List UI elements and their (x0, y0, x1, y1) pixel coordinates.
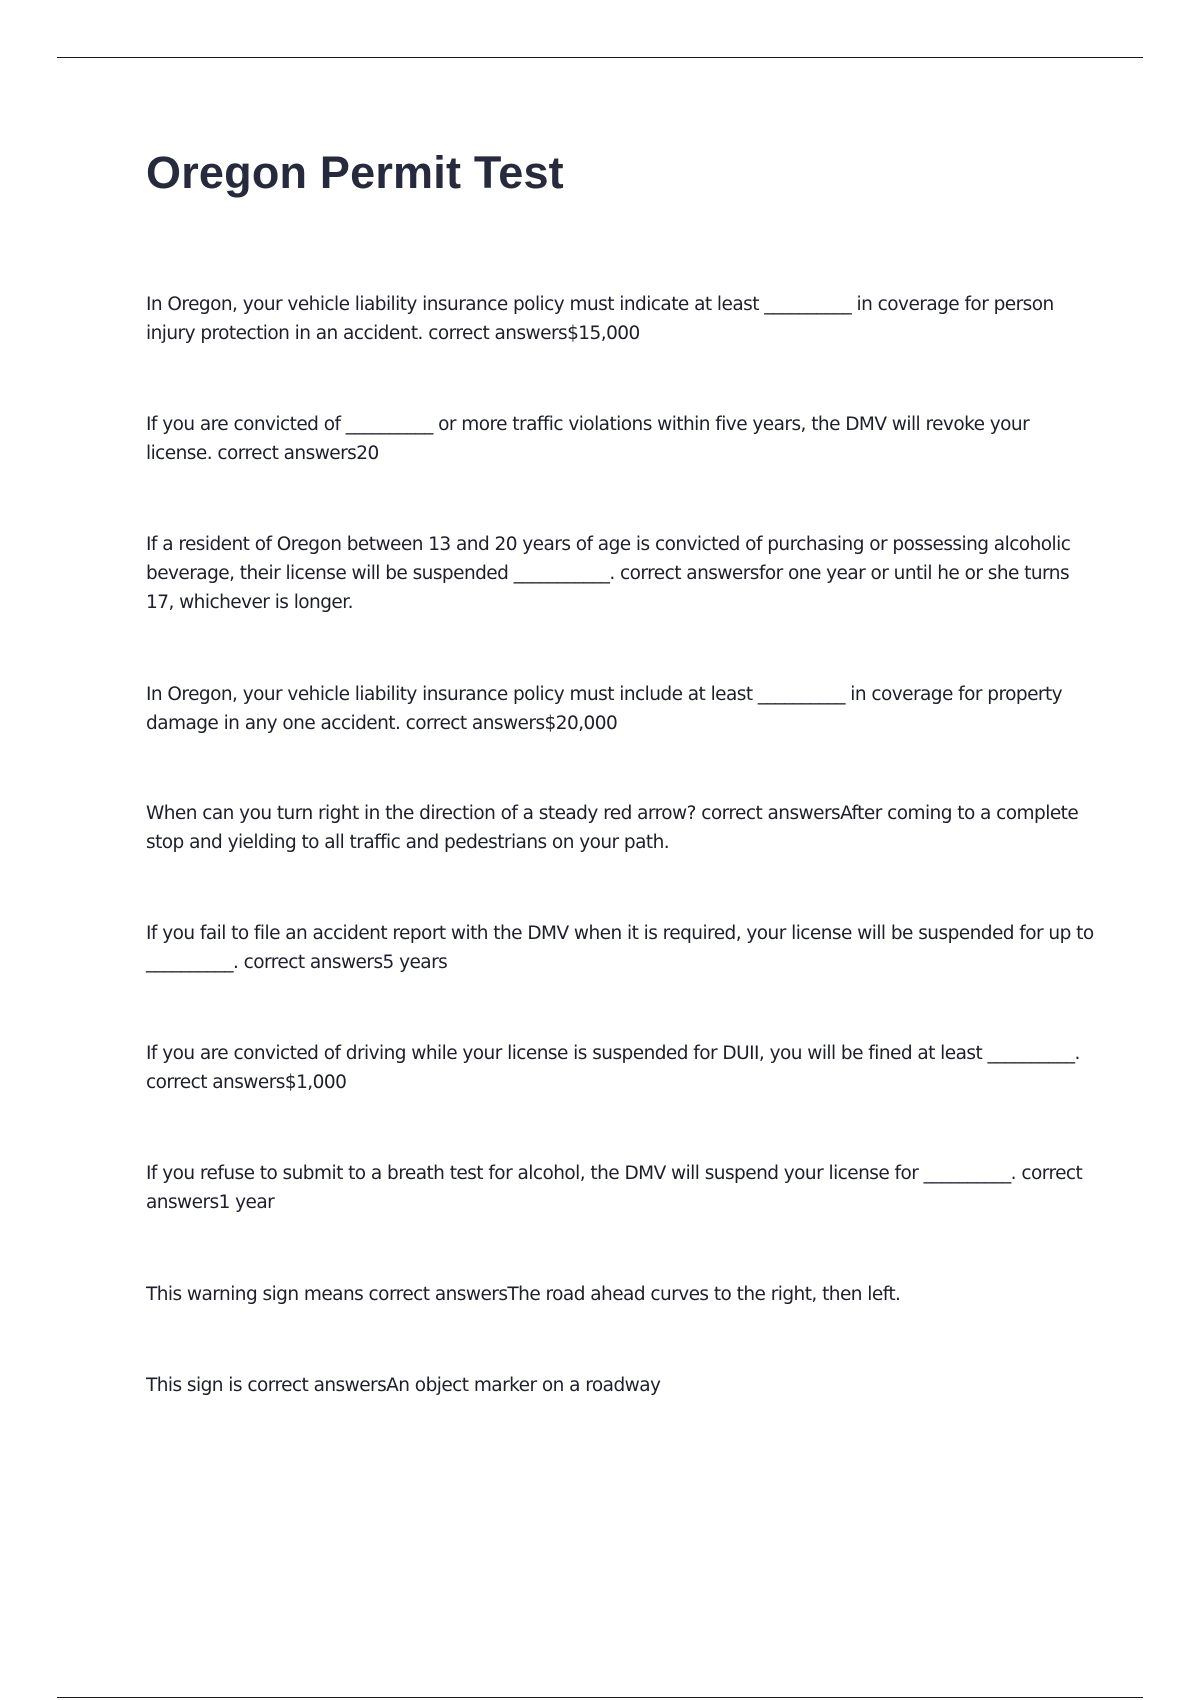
question-item-10: This sign is correct answersAn object marker on a roadway (146, 1375, 661, 1396)
question-item-3: If a resident of Oregon between 13 and 20 years of age is convicted of purchasing or possessing alcoholic beverage, their license will be suspended ___________. correct answersfor one year or until he or she turns 17, whichever is longer. (146, 534, 1071, 613)
question-item-5: When can you turn right in the direction of a steady red arrow? correct answersAfter coming to a complete stop and yielding to all traffic and pedestrians on your path. (146, 803, 1079, 853)
question-item-1: In Oregon, your vehicle liability insurance policy must indicate at least __________ in coverage for person injury protection in an accident. correct answers$15,000 (146, 294, 1054, 344)
question-item-6: If you fail to file an accident report with the DMV when it is required, your license will be suspended for up to __________. correct answers5 years (146, 923, 1094, 973)
top-divider (57, 57, 1143, 58)
question-item-2: If you are convicted of __________ or more traffic violations within five years, the DMV will revoke your license. correct answers20 (146, 414, 1030, 464)
bottom-divider (57, 1697, 1143, 1698)
question-item-4: In Oregon, your vehicle liability insurance policy must include at least __________ in coverage for property damage in any one accident. correct answers$20,000 (146, 684, 1063, 734)
question-item-7: If you are convicted of driving while your license is suspended for DUII, you will be fined at least __________. correct answers$1,000 (146, 1043, 1080, 1093)
page-title: Oregon Permit Test (146, 147, 564, 198)
question-item-9: This warning sign means correct answersThe road ahead curves to the right, then left. (146, 1284, 901, 1305)
question-item-8: If you refuse to submit to a breath test for alcohol, the DMV will suspend your license for __________. correct answers1 year (146, 1163, 1083, 1213)
